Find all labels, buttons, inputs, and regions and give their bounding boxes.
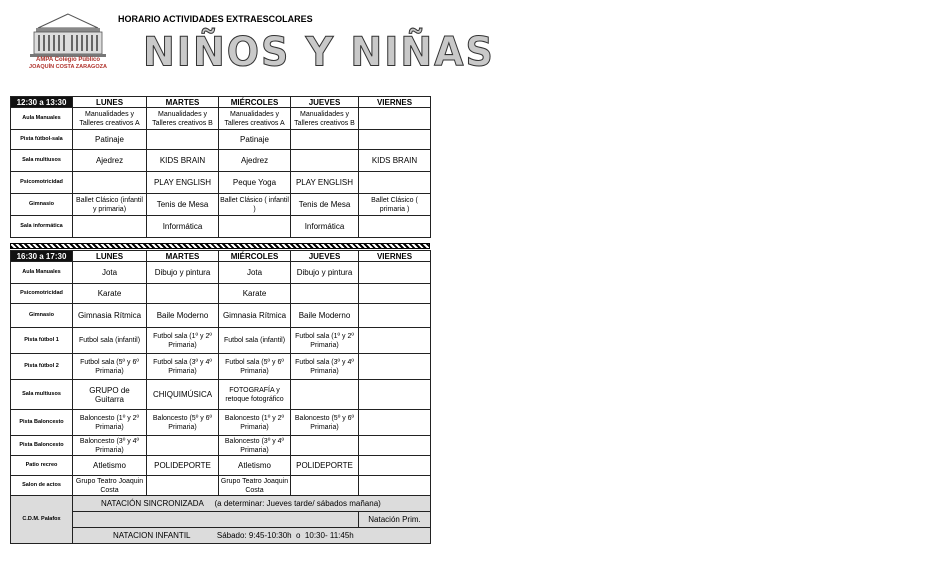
activity-cell xyxy=(291,284,359,304)
activity-cell: Grupo Teatro Joaquin Costa xyxy=(73,476,147,496)
activity-cell xyxy=(147,284,219,304)
activity-cell: Karate xyxy=(219,284,291,304)
activity-cell xyxy=(359,456,431,476)
activity-cell: Natación Prim. xyxy=(359,512,431,528)
table-row xyxy=(11,528,431,544)
activity-cell: Jota xyxy=(219,262,291,284)
activity-cell xyxy=(359,476,431,496)
activity-cell xyxy=(359,172,431,194)
activity-cell xyxy=(359,216,431,238)
activity-cell xyxy=(359,262,431,284)
table-row xyxy=(11,476,431,496)
activity-cell xyxy=(147,436,219,456)
room-label: Pista fútbol 2 xyxy=(11,354,73,380)
afternoon-day-header: MIÉRCOLES xyxy=(219,251,291,262)
activity-cell: PLAY ENGLISH xyxy=(291,172,359,194)
activity-cell: PLAY ENGLISH xyxy=(147,172,219,194)
room-label: Pista fútbol-sala xyxy=(11,130,73,150)
morning-day-header: LUNES xyxy=(73,97,147,108)
activity-cell xyxy=(359,284,431,304)
room-label: Psicomotricidad xyxy=(11,172,73,194)
room-label: Psicomotricidad xyxy=(11,284,73,304)
table-row xyxy=(11,380,431,410)
activity-cell xyxy=(73,172,147,194)
morning-day-header: JUEVES xyxy=(291,97,359,108)
activity-cell: FOTOGRAFÍA y retoque fotográfico xyxy=(219,380,291,410)
room-label: Sala multiusos xyxy=(11,150,73,172)
section-divider xyxy=(10,243,430,249)
room-label: Sala informática xyxy=(11,216,73,238)
table-row xyxy=(11,216,431,238)
afternoon-time-slot: 16:30 a 17:30 xyxy=(11,251,73,262)
activity-cell: Futbol sala (1º y 2º Primaria) xyxy=(291,328,359,354)
afternoon-schedule-table xyxy=(10,250,431,544)
activity-cell: Tenis de Mesa xyxy=(147,194,219,216)
activity-cell xyxy=(73,512,359,528)
activity-cell: Futbol sala (infantil) xyxy=(219,328,291,354)
activity-cell: Ballet Clásico (infantil y primaria) xyxy=(73,194,147,216)
activity-cell: NATACIÓN SINCRONIZADA (a determinar: Jueves tarde/ sábados mañana) xyxy=(73,496,431,512)
activity-cell xyxy=(147,476,219,496)
room-label: Patio recreo xyxy=(11,456,73,476)
room-label: Pista Baloncesto xyxy=(11,410,73,436)
activity-cell xyxy=(359,304,431,328)
activity-cell: Atletismo xyxy=(73,456,147,476)
table-row xyxy=(11,410,431,436)
activity-cell xyxy=(359,354,431,380)
activity-cell: Peque Yoga xyxy=(219,172,291,194)
activity-cell xyxy=(359,436,431,456)
activity-cell: Baloncesto (1º y 2º Primaria) xyxy=(219,410,291,436)
activity-cell: Grupo Teatro Joaquin Costa xyxy=(219,476,291,496)
activity-cell xyxy=(291,130,359,150)
activity-cell: Ballet Clásico ( infantil ) xyxy=(219,194,291,216)
table-row xyxy=(11,194,431,216)
room-label: Gimnasio xyxy=(11,194,73,216)
room-label: Pista fútbol 1 xyxy=(11,328,73,354)
activity-cell: Manualidades y Talleres creativos B xyxy=(291,108,359,130)
activity-cell: CHIQUIMÚSICA xyxy=(147,380,219,410)
activity-cell: GRUPO de Guitarra xyxy=(73,380,147,410)
morning-time-slot: 12:30 a 13:30 xyxy=(11,97,73,108)
afternoon-day-header: VIERNES xyxy=(359,251,431,262)
activity-cell: NATACION INFANTIL Sábado: 9:45-10:30h o 10:30- 11:45h xyxy=(73,528,431,544)
activity-cell: Manualidades y Talleres creativos A xyxy=(73,108,147,130)
table-row xyxy=(11,262,431,284)
activity-cell xyxy=(291,436,359,456)
activity-cell: Baile Moderno xyxy=(147,304,219,328)
activity-cell: Baloncesto (5º y 6º Primaria) xyxy=(291,410,359,436)
table-row xyxy=(11,130,431,150)
page-heading: HORARIO ACTIVIDADES EXTRAESCOLARES xyxy=(118,14,313,24)
table-row xyxy=(11,304,431,328)
logo-subcaption: JOAQUÍN COSTA ZARAGOZA xyxy=(29,64,107,70)
activity-cell: KIDS BRAIN xyxy=(147,150,219,172)
activity-cell: POLIDEPORTE xyxy=(291,456,359,476)
activity-cell xyxy=(291,380,359,410)
activity-cell xyxy=(73,216,147,238)
activity-cell: Baile Moderno xyxy=(291,304,359,328)
morning-day-header: MARTES xyxy=(147,97,219,108)
room-label: C.D.M. Palafox xyxy=(11,496,73,544)
activity-cell xyxy=(359,130,431,150)
activity-cell: Futbol sala (infantil) xyxy=(73,328,147,354)
activity-cell: Manualidades y Talleres creativos A xyxy=(219,108,291,130)
activity-cell: Ballet Clásico ( primaria ) xyxy=(359,194,431,216)
activity-cell: Dibujo y pintura xyxy=(147,262,219,284)
activity-cell: Futbol sala (1º y 2º Primaria) xyxy=(147,328,219,354)
activity-cell: Baloncesto (5º y 6º Primaria) xyxy=(147,410,219,436)
activity-cell: Patinaje xyxy=(219,130,291,150)
afternoon-day-header: JUEVES xyxy=(291,251,359,262)
room-label: Pista Baloncesto xyxy=(11,436,73,456)
page-title: NIÑOS Y NIÑAS xyxy=(143,28,495,76)
table-row xyxy=(11,150,431,172)
table-row xyxy=(11,108,431,130)
activity-cell: Futbol sala (5º y 6º Primaria) xyxy=(73,354,147,380)
morning-header-row xyxy=(11,97,431,108)
table-row xyxy=(11,284,431,304)
activity-cell: Karate xyxy=(73,284,147,304)
activity-cell: Informática xyxy=(147,216,219,238)
afternoon-day-header: MARTES xyxy=(147,251,219,262)
activity-cell xyxy=(359,410,431,436)
activity-cell: POLIDEPORTE xyxy=(147,456,219,476)
activity-cell: Baloncesto (3º y 4º Primaria) xyxy=(219,436,291,456)
morning-day-header: VIERNES xyxy=(359,97,431,108)
afternoon-day-header: LUNES xyxy=(73,251,147,262)
activity-cell: Futbol sala (3º y 4º Primaria) xyxy=(147,354,219,380)
activity-cell xyxy=(219,216,291,238)
activity-cell: Informática xyxy=(291,216,359,238)
activity-cell: Dibujo y pintura xyxy=(291,262,359,284)
school-building-icon xyxy=(28,12,108,58)
room-label: Sala multiusos xyxy=(11,380,73,410)
activity-cell xyxy=(147,130,219,150)
table-row xyxy=(11,172,431,194)
table-row xyxy=(11,456,431,476)
activity-cell: Ajedrez xyxy=(219,150,291,172)
activity-cell: Futbol sala (5º y 6º Primaria) xyxy=(219,354,291,380)
activity-cell: Futbol sala (3º y 4º Primaria) xyxy=(291,354,359,380)
room-label: Salon de actos xyxy=(11,476,73,496)
afternoon-header-row xyxy=(11,251,431,262)
activity-cell: Patinaje xyxy=(73,130,147,150)
activity-cell xyxy=(291,476,359,496)
table-row xyxy=(11,354,431,380)
logo-caption: AMPA Colegio Público xyxy=(36,57,100,63)
activity-cell: Baloncesto (3º y 4º Primaria) xyxy=(73,436,147,456)
activity-cell: Gimnasia Rítmica xyxy=(219,304,291,328)
activity-cell: Ajedrez xyxy=(73,150,147,172)
room-label: Aula Manuales xyxy=(11,108,73,130)
activity-cell: Gimnasia Rítmica xyxy=(73,304,147,328)
morning-day-header: MIÉRCOLES xyxy=(219,97,291,108)
activity-cell: Manualidades y Talleres creativos B xyxy=(147,108,219,130)
activity-cell: Atletismo xyxy=(219,456,291,476)
activity-cell: KIDS BRAIN xyxy=(359,150,431,172)
table-row xyxy=(11,512,431,528)
table-row xyxy=(11,436,431,456)
activity-cell xyxy=(291,150,359,172)
table-row xyxy=(11,496,431,512)
morning-schedule-table xyxy=(10,96,431,238)
activity-cell: Jota xyxy=(73,262,147,284)
table-row xyxy=(11,328,431,354)
activity-cell xyxy=(359,328,431,354)
activity-cell xyxy=(359,108,431,130)
room-label: Aula Manuales xyxy=(11,262,73,284)
activity-cell xyxy=(359,380,431,410)
activity-cell: Tenis de Mesa xyxy=(291,194,359,216)
room-label: Gimnasio xyxy=(11,304,73,328)
activity-cell: Baloncesto (1º y 2º Primaria) xyxy=(73,410,147,436)
